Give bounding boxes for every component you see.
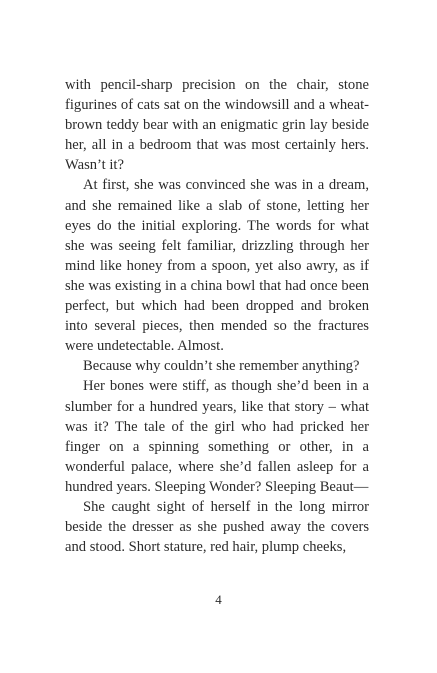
paragraph-bones: Her bones were stiff, as though she’d been in a slumber for a hundred years, like that story – what was it? The tale of the girl who had pricked her finger on a spinning something or other, in a wonderful palace, where she’d fallen asleep for a hundred years. Sleeping Wonder? Sleeping Beaut— [65, 378, 369, 495]
paragraph-continuation: with pencil-sharp precision on the chair, stone figurines of cats sat on the windowsill and a wheat-brown teddy bear with an enigmatic grin lay beside her, all in a bedroom that was most certainly hers. Wasn’t it? [65, 77, 369, 174]
paragraph-remember: Because why couldn’t she remember anything? [83, 358, 360, 375]
body-text [65, 75, 369, 557]
paragraph-dream: At first, she was convinced she was in a dream, and she remained like a slab of stone, letting her eyes do the initial exploring. The words for what she was seeing felt familiar, drizzling through her mind like honey from a spoon, yet also awry, as if she was existing in a china bowl that had once been perfect, but which had been dropped and broken into several pieces, then mended so the fractures were undetectable. Almost. [65, 177, 369, 355]
paragraph-mirror: She caught sight of herself in the long mirror beside the dresser as she pushed away the covers and stood. Short stature, red hair, plump cheeks, [65, 498, 369, 556]
page-number: 4 [215, 592, 222, 607]
